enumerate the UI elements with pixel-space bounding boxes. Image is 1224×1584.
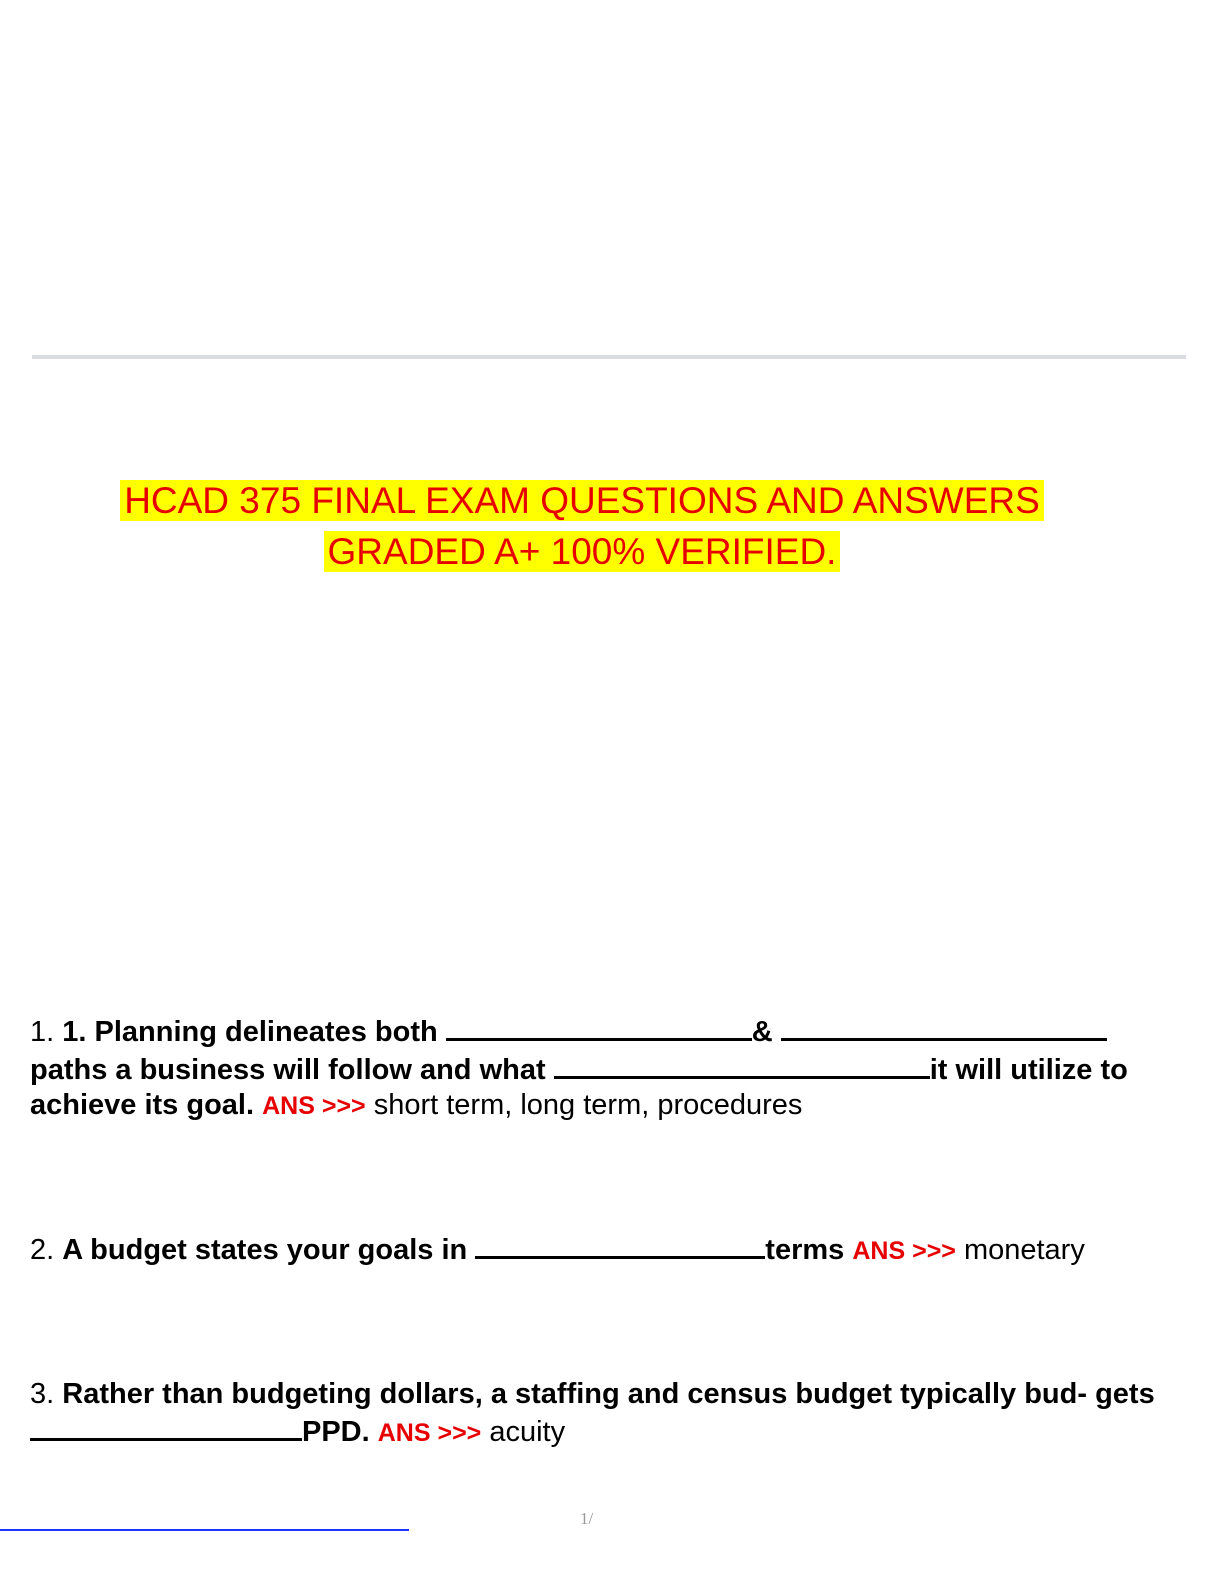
document-title-line2: GRADED A+ 100% VERIFIED.	[324, 531, 841, 572]
question-text-part: 1. Planning delineates both	[62, 1016, 438, 1048]
question-text-part: it will utilize to achieve its goal.	[30, 1054, 1128, 1121]
document-title-line1: HCAD 375 FINAL EXAM QUESTIONS AND ANSWERS	[120, 480, 1044, 521]
answer-text: monetary	[963, 1234, 1085, 1266]
answer-blank	[475, 1230, 765, 1259]
document-title	[60, 475, 1104, 577]
question-text-part: terms	[765, 1234, 845, 1266]
answer-text: short term, long term, procedures	[373, 1089, 803, 1121]
question-2	[30, 1230, 1190, 1269]
answer-label: ANS >>>	[852, 1237, 956, 1265]
question-text-part: A budget states your goals in	[62, 1234, 468, 1266]
answer-blank	[446, 1012, 752, 1041]
question-number: 1.	[30, 1016, 55, 1048]
footer-link-underline[interactable]	[0, 1529, 409, 1531]
question-text-part: &	[751, 1016, 773, 1048]
answer-blank	[781, 1012, 1107, 1041]
question-text-part: paths a business will follow and what	[30, 1054, 546, 1086]
answer-text: acuity	[489, 1416, 566, 1448]
question-text-part: PPD.	[302, 1416, 370, 1448]
answer-label: ANS >>>	[262, 1092, 366, 1120]
page-number: 1/	[580, 1509, 594, 1528]
header-divider	[32, 355, 1186, 359]
question-3	[30, 1377, 1190, 1451]
answer-blank	[30, 1412, 302, 1441]
question-1	[30, 1012, 1190, 1124]
question-text-part: Rather than budgeting dollars, a staffing and census budget typically bud- gets	[62, 1378, 1155, 1410]
answer-label: ANS >>>	[377, 1419, 482, 1447]
question-number: 3.	[30, 1378, 55, 1410]
answer-blank	[554, 1050, 930, 1079]
question-number: 2.	[30, 1234, 55, 1266]
